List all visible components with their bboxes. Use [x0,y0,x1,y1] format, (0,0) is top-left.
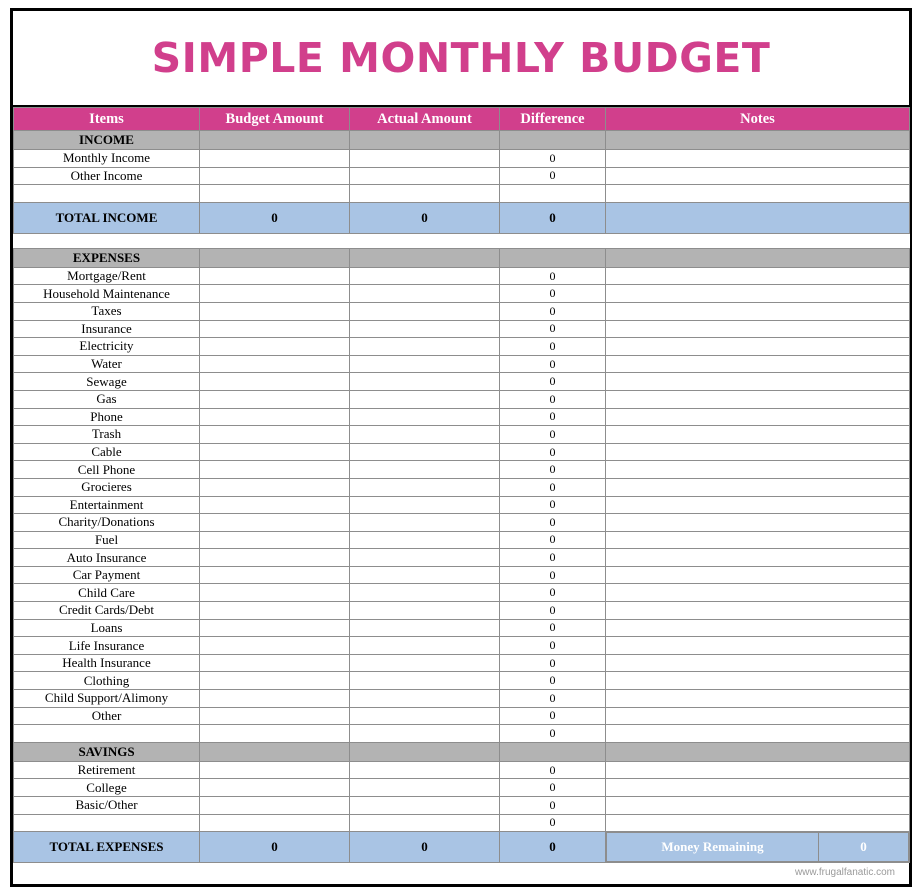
grand-total-difference-value: 0 [500,832,606,863]
column-header-difference: Difference [500,108,606,131]
row-budget-cell[interactable] [200,761,350,779]
row-actual-cell[interactable] [350,549,500,567]
row-difference-cell: 0 [500,167,606,185]
row-difference-cell: 0 [500,426,606,444]
row-difference-cell: 0 [500,725,606,743]
row-actual-cell[interactable] [350,514,500,532]
row-notes-cell[interactable] [606,478,910,496]
table-row [14,302,910,320]
row-difference-cell [500,185,606,203]
row-actual-cell[interactable] [350,584,500,602]
row-item-label: Credit Cards/Debt [14,602,200,620]
row-notes-cell[interactable] [606,338,910,356]
table-row [14,619,910,637]
table-row [14,549,910,567]
row-difference-cell: 0 [500,150,606,168]
section-header-row [14,131,910,150]
row-difference-cell: 0 [500,338,606,356]
row-notes-cell[interactable] [606,461,910,479]
row-item-label: Grocieres [14,478,200,496]
table-row [14,355,910,373]
row-item-label: Child Support/Alimony [14,690,200,708]
row-notes-cell[interactable] [606,267,910,285]
row-notes-cell[interactable] [606,814,910,832]
row-difference-cell: 0 [500,514,606,532]
table-row [14,566,910,584]
row-actual-cell[interactable] [350,496,500,514]
row-item-label: Health Insurance [14,654,200,672]
row-actual-cell[interactable] [350,150,500,168]
row-actual-cell[interactable] [350,602,500,620]
row-item-label: Water [14,355,200,373]
row-budget-cell[interactable] [200,637,350,655]
table-row [14,285,910,303]
table-row [14,584,910,602]
row-difference-cell: 0 [500,355,606,373]
row-item-label: Electricity [14,338,200,356]
section-filler-cell [350,248,500,267]
row-actual-cell[interactable] [350,531,500,549]
row-item-label: Other Income [14,167,200,185]
row-notes-cell[interactable] [606,514,910,532]
table-row [14,267,910,285]
column-header-budget-amount: Budget Amount [200,108,350,131]
row-item-label: Other [14,707,200,725]
row-budget-cell[interactable] [200,797,350,815]
row-item-label: Mortgage/Rent [14,267,200,285]
row-notes-cell[interactable] [606,285,910,303]
row-difference-cell: 0 [500,549,606,567]
row-budget-cell[interactable] [200,167,350,185]
row-difference-cell: 0 [500,373,606,391]
row-notes-cell[interactable] [606,549,910,567]
row-item-label: Car Payment [14,566,200,584]
table-row [14,167,910,185]
total-notes-cell [606,202,910,233]
row-budget-cell[interactable] [200,672,350,690]
row-actual-cell[interactable] [350,355,500,373]
row-actual-cell[interactable] [350,373,500,391]
row-notes-cell[interactable] [606,725,910,743]
column-header-items: Items [14,108,200,131]
row-item-label: Auto Insurance [14,549,200,567]
table-row [14,408,910,426]
row-difference-cell: 0 [500,461,606,479]
section-filler-cell [606,742,910,761]
row-budget-cell[interactable] [200,373,350,391]
row-difference-cell: 0 [500,390,606,408]
row-actual-cell[interactable] [350,285,500,303]
table-header-row [14,108,910,131]
total-budget-value: 0 [200,202,350,233]
table-row [14,707,910,725]
table-row [14,531,910,549]
row-actual-cell[interactable] [350,426,500,444]
row-budget-cell[interactable] [200,267,350,285]
section-filler-cell [350,742,500,761]
row-actual-cell[interactable] [350,267,500,285]
row-item-label: Gas [14,390,200,408]
row-actual-cell[interactable] [350,654,500,672]
money-remaining-container [606,832,910,863]
row-actual-cell[interactable] [350,443,500,461]
total-difference-value: 0 [500,202,606,233]
row-difference-cell: 0 [500,797,606,815]
row-difference-cell: 0 [500,443,606,461]
row-actual-cell[interactable] [350,390,500,408]
row-notes-cell[interactable] [606,584,910,602]
spacer-cell [14,233,910,248]
table-row [14,185,910,203]
row-budget-cell[interactable] [200,779,350,797]
row-budget-cell[interactable] [200,443,350,461]
table-row [14,761,910,779]
row-actual-cell[interactable] [350,302,500,320]
table-row [14,725,910,743]
grand-total-budget-value: 0 [200,832,350,863]
row-actual-cell[interactable] [350,690,500,708]
row-actual-cell[interactable] [350,779,500,797]
row-item-label: Charity/Donations [14,514,200,532]
row-item-label: Entertainment [14,496,200,514]
row-difference-cell: 0 [500,761,606,779]
row-notes-cell[interactable] [606,797,910,815]
row-budget-cell[interactable] [200,619,350,637]
row-actual-cell[interactable] [350,761,500,779]
footer-credit: www.frugalfanatic.com [794,867,895,878]
row-difference-cell: 0 [500,672,606,690]
table-row [14,390,910,408]
row-item-label: Basic/Other [14,797,200,815]
row-difference-cell: 0 [500,814,606,832]
row-item-label: College [14,779,200,797]
row-notes-cell[interactable] [606,167,910,185]
table-row [14,496,910,514]
row-notes-cell[interactable] [606,355,910,373]
table-row [14,461,910,479]
row-difference-cell: 0 [500,408,606,426]
row-item-label: Child Care [14,584,200,602]
row-budget-cell[interactable] [200,408,350,426]
row-item-label: Sewage [14,373,200,391]
row-difference-cell: 0 [500,584,606,602]
table-row [14,814,910,832]
row-item-label [14,814,200,832]
table-row [14,426,910,444]
row-item-label [14,185,200,203]
row-notes-cell[interactable] [606,373,910,391]
row-budget-cell[interactable] [200,355,350,373]
row-budget-cell[interactable] [200,690,350,708]
section-filler-cell [500,248,606,267]
row-difference-cell: 0 [500,496,606,514]
row-budget-cell[interactable] [200,302,350,320]
row-notes-cell[interactable] [606,150,910,168]
row-difference-cell: 0 [500,302,606,320]
row-item-label: Fuel [14,531,200,549]
row-actual-cell[interactable] [350,185,500,203]
section-filler-cell [200,248,350,267]
row-actual-cell[interactable] [350,672,500,690]
row-budget-cell[interactable] [200,320,350,338]
row-budget-cell[interactable] [200,338,350,356]
row-notes-cell[interactable] [606,779,910,797]
section-filler-cell [200,131,350,150]
row-notes-cell[interactable] [606,408,910,426]
row-actual-cell[interactable] [350,461,500,479]
row-item-label: Retirement [14,761,200,779]
row-budget-cell[interactable] [200,566,350,584]
row-difference-cell: 0 [500,531,606,549]
money-remaining-value: 0 [819,833,909,862]
row-notes-cell[interactable] [606,654,910,672]
row-notes-cell[interactable] [606,690,910,708]
row-budget-cell[interactable] [200,725,350,743]
row-budget-cell[interactable] [200,150,350,168]
table-row [14,797,910,815]
table-row [14,672,910,690]
row-notes-cell[interactable] [606,619,910,637]
section-header-row [14,248,910,267]
section-label: EXPENSES [14,248,200,267]
row-difference-cell: 0 [500,619,606,637]
grand-total-row [14,832,910,863]
row-item-label: Monthly Income [14,150,200,168]
row-item-label: Household Maintenance [14,285,200,303]
total-actual-value: 0 [350,202,500,233]
column-header-notes: Notes [606,108,910,131]
section-filler-cell [200,742,350,761]
section-filler-cell [606,131,910,150]
total-label: TOTAL INCOME [14,202,200,233]
row-actual-cell[interactable] [350,338,500,356]
row-budget-cell[interactable] [200,461,350,479]
total-row [14,202,910,233]
row-budget-cell[interactable] [200,814,350,832]
section-header-row [14,742,910,761]
table-row [14,779,910,797]
row-difference-cell: 0 [500,707,606,725]
row-notes-cell[interactable] [606,566,910,584]
section-filler-cell [500,131,606,150]
table-row [14,478,910,496]
section-filler-cell [500,742,606,761]
row-budget-cell[interactable] [200,390,350,408]
row-difference-cell: 0 [500,654,606,672]
row-actual-cell[interactable] [350,320,500,338]
row-notes-cell[interactable] [606,320,910,338]
table-row [14,443,910,461]
row-difference-cell: 0 [500,566,606,584]
row-difference-cell: 0 [500,690,606,708]
row-budget-cell[interactable] [200,602,350,620]
row-budget-cell[interactable] [200,514,350,532]
row-actual-cell[interactable] [350,814,500,832]
row-item-label [14,725,200,743]
row-difference-cell: 0 [500,637,606,655]
table-row [14,338,910,356]
spacer-row [14,233,910,248]
title-bar [13,11,909,107]
row-notes-cell[interactable] [606,302,910,320]
row-actual-cell[interactable] [350,408,500,426]
money-remaining-label: Money Remaining [607,833,819,862]
row-actual-cell[interactable] [350,566,500,584]
row-actual-cell[interactable] [350,478,500,496]
row-notes-cell[interactable] [606,637,910,655]
row-notes-cell[interactable] [606,761,910,779]
row-budget-cell[interactable] [200,654,350,672]
row-notes-cell[interactable] [606,185,910,203]
budget-table [13,107,910,863]
sheet-frame [10,8,912,887]
row-difference-cell: 0 [500,478,606,496]
row-actual-cell[interactable] [350,707,500,725]
row-budget-cell[interactable] [200,496,350,514]
row-actual-cell[interactable] [350,167,500,185]
row-budget-cell[interactable] [200,549,350,567]
row-budget-cell[interactable] [200,478,350,496]
section-label: SAVINGS [14,742,200,761]
row-item-label: Cable [14,443,200,461]
row-notes-cell[interactable] [606,496,910,514]
section-label: INCOME [14,131,200,150]
row-difference-cell: 0 [500,602,606,620]
row-notes-cell[interactable] [606,707,910,725]
section-filler-cell [606,248,910,267]
row-notes-cell[interactable] [606,390,910,408]
table-row [14,602,910,620]
row-item-label: Insurance [14,320,200,338]
row-notes-cell[interactable] [606,443,910,461]
row-difference-cell: 0 [500,779,606,797]
row-actual-cell[interactable] [350,725,500,743]
row-actual-cell[interactable] [350,619,500,637]
row-budget-cell[interactable] [200,285,350,303]
section-filler-cell [350,131,500,150]
table-row [14,320,910,338]
row-item-label: Life Insurance [14,637,200,655]
table-row [14,637,910,655]
column-header-actual-amount: Actual Amount [350,108,500,131]
grand-total-actual-value: 0 [350,832,500,863]
table-row [14,690,910,708]
row-item-label: Trash [14,426,200,444]
row-difference-cell: 0 [500,285,606,303]
row-item-label: Loans [14,619,200,637]
table-row [14,373,910,391]
row-budget-cell[interactable] [200,185,350,203]
row-notes-cell[interactable] [606,531,910,549]
row-notes-cell[interactable] [606,672,910,690]
row-item-label: Phone [14,408,200,426]
row-budget-cell[interactable] [200,707,350,725]
grand-total-label: TOTAL EXPENSES [14,832,200,863]
table-row [14,514,910,532]
row-budget-cell[interactable] [200,584,350,602]
table-row [14,150,910,168]
row-difference-cell: 0 [500,320,606,338]
row-actual-cell[interactable] [350,637,500,655]
row-actual-cell[interactable] [350,797,500,815]
table-row [14,654,910,672]
row-budget-cell[interactable] [200,531,350,549]
row-notes-cell[interactable] [606,602,910,620]
row-difference-cell: 0 [500,267,606,285]
row-item-label: Clothing [14,672,200,690]
page-title: SIMPLE MONTHLY BUDGET [151,34,771,82]
row-budget-cell[interactable] [200,426,350,444]
row-item-label: Cell Phone [14,461,200,479]
row-item-label: Taxes [14,302,200,320]
row-notes-cell[interactable] [606,426,910,444]
